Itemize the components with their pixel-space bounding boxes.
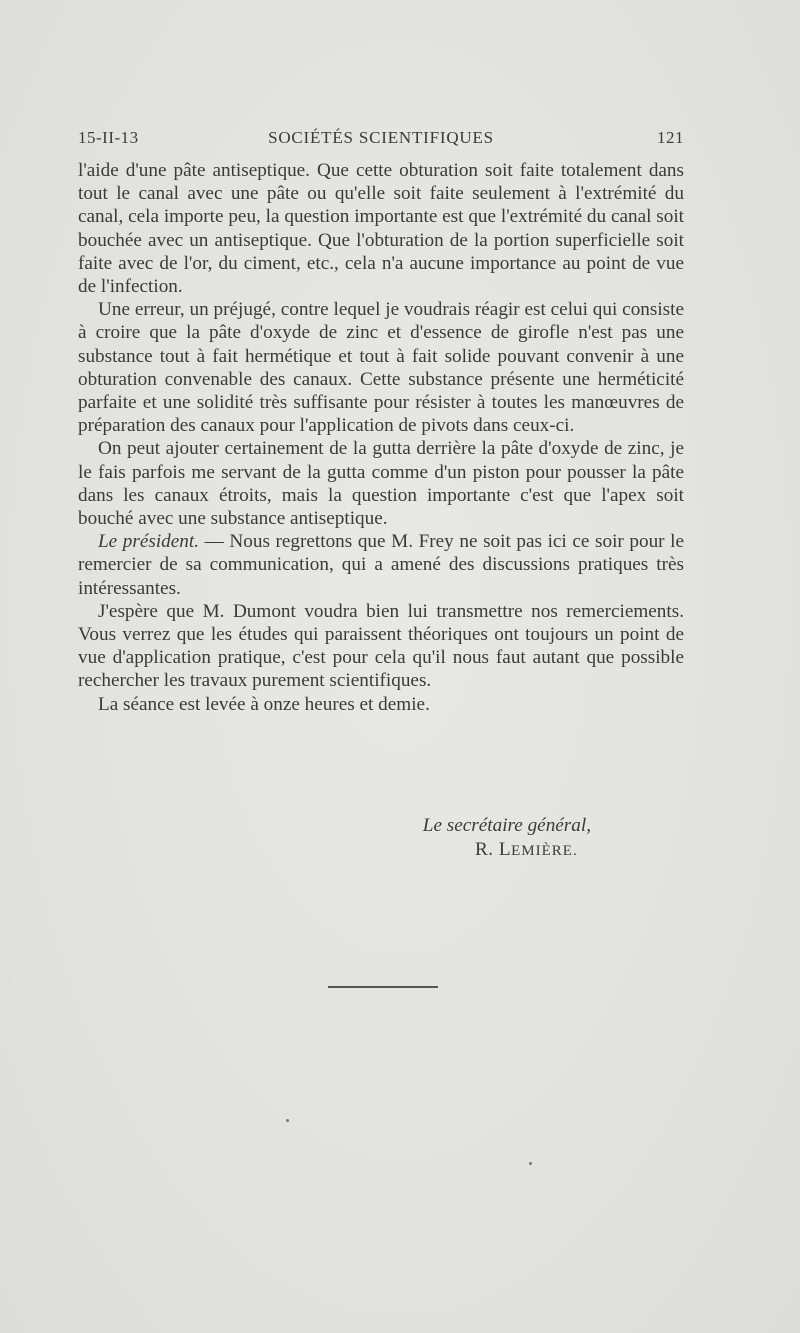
paragraph-2: Une erreur, un préjugé, contre lequel je voudrais réagir est celui qui consiste à croire que la pâte d'oxyde de zinc et d'essence de girofle n'est pas une substance tout à fait hermétique et tout à fait solide pouvant convenir à une obturation convenable des canaux. Cette substance présente une herméticité parfaite et une solidité très suffisante pour résister à toutes les manœuvres de préparation des canaux pour l'application de pivots dans ceux-ci. (78, 299, 684, 437)
paragraph-1: l'aide d'une pâte antiseptique. Que cette obturation soit faite totalement dans tout le canal avec une pâte ou qu'elle soit faite seulement à l'extrémité du canal, cela importe peu, la question importante est que l'extrémité du canal soit bouchée avec un antiseptique. Que l'obturation de la portion superficielle soit faite avec de l'or, du ciment, etc., cela n'a aucune importance au point de vue de l'infection. (78, 160, 684, 298)
closing-paragraph: La séance est levée à onze heures et demie. (98, 693, 430, 715)
end-rule (328, 986, 438, 988)
surname-rest: EMIÈRE. (511, 843, 578, 859)
signature-surname (499, 839, 578, 860)
header-date: 15-II-13 (78, 128, 139, 147)
paragraph-3: On peut ajouter certainement de la gutta derrière la pâte d'oxyde de zinc, je le fais parfois me servant de la gutta comme d'un piston pour pousser la pâte dans les canaux étroits, mais la question importante c'est que l'apex soit bouché avec une substance antiseptique. (78, 438, 684, 530)
president-remarks: Nous regrettons que M. Frey ne soit pas ici ce soir pour le remercier de sa communication, qui a amené des discussions pratiques très intéressantes. (78, 531, 685, 599)
signature-name (475, 838, 578, 863)
speaker-label: Le président. (98, 531, 199, 553)
signature-initial: R. (475, 839, 494, 860)
paper-speck (286, 1119, 289, 1122)
header-section-title: SOCIÉTÉS SCIENTIFIQUES (268, 128, 494, 147)
article-body (78, 159, 684, 716)
surname-cap: L (498, 839, 512, 860)
signature-role: Le secrétaire général, (422, 815, 591, 836)
paper-speck (529, 1162, 532, 1165)
speaker-dash: — (204, 531, 224, 553)
president-paragraph (78, 530, 684, 600)
page-number: 121 (657, 128, 684, 147)
running-header (78, 128, 684, 150)
paragraph-5: J'espère que M. Dumont voudra bien lui transmettre nos remerciements. Vous verrez que les études qui paraissent théoriques ont toujours un point de vue d'application pratique, c'est pour cela qu'il nous faut autant que possible rechercher les travaux purement scientifiques. (78, 600, 684, 692)
